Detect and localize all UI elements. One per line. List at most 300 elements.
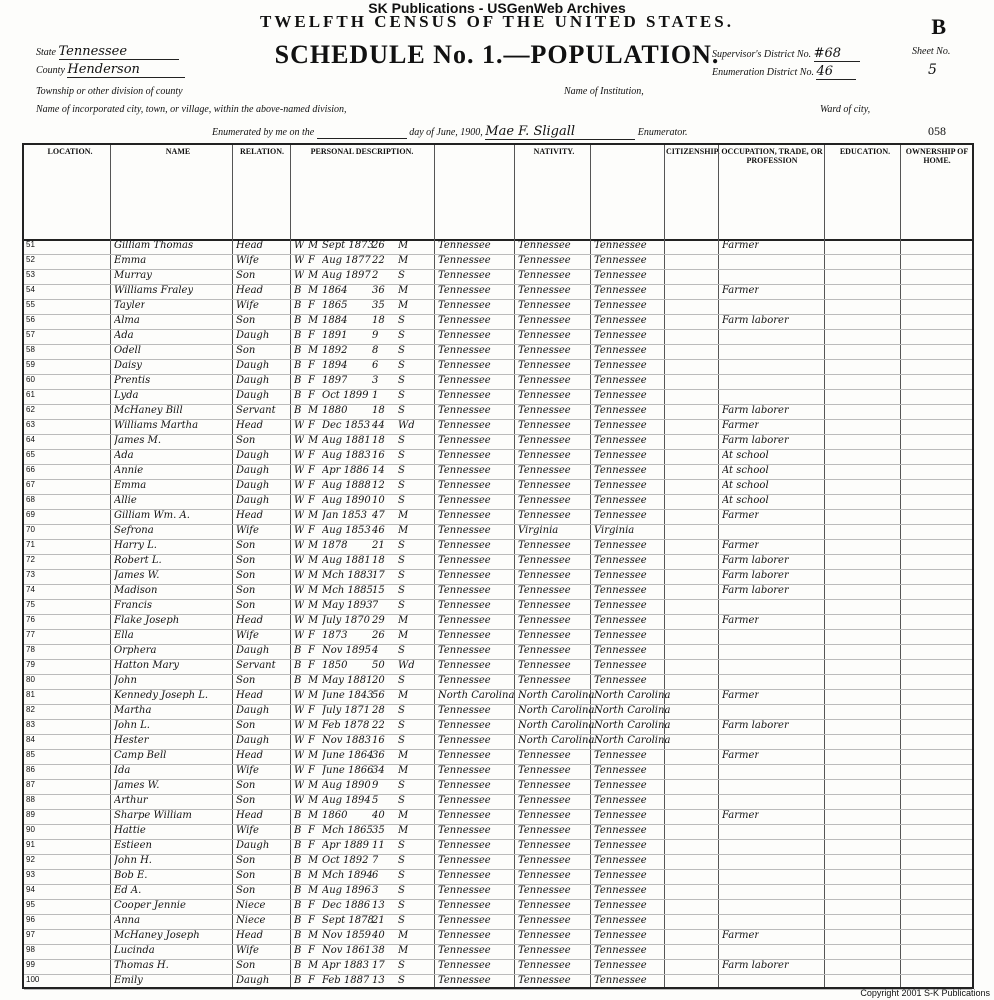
line-number: 79 — [26, 660, 35, 669]
relation: Daugh — [236, 840, 270, 851]
line-number: 51 — [26, 240, 35, 249]
birth-date: Aug 1853 — [322, 525, 371, 536]
birthplace: Tennessee — [438, 465, 491, 476]
birth-date: Aug 1881 — [322, 435, 371, 446]
enumerator-label: Enumerator. — [637, 127, 688, 138]
table-row — [24, 359, 972, 375]
birthplace: Tennessee — [438, 960, 491, 971]
birthplace: Tennessee — [438, 345, 491, 356]
birthplace: Tennessee — [438, 600, 491, 611]
table-row — [24, 269, 972, 285]
mother-birthplace: Tennessee — [594, 810, 647, 821]
color: B — [294, 915, 302, 926]
person-name: John L. — [114, 720, 150, 731]
person-name: Cooper Jennie — [114, 900, 186, 911]
line-number: 83 — [26, 720, 35, 729]
sex: F — [308, 465, 315, 476]
birthplace: Tennessee — [438, 630, 491, 641]
birth-date: Nov 1883 — [322, 735, 372, 746]
father-birthplace: North Carolina — [518, 690, 595, 701]
line-number: 93 — [26, 870, 35, 879]
color: W — [294, 435, 305, 446]
color: B — [294, 825, 302, 836]
color: W — [294, 480, 305, 491]
sex: M — [308, 600, 319, 611]
marital-status: S — [398, 855, 405, 866]
occupation: At school — [722, 495, 769, 506]
color: W — [294, 270, 305, 281]
sex: F — [308, 900, 315, 911]
marital-status: M — [398, 240, 409, 251]
birthplace: Tennessee — [438, 315, 491, 326]
father-birthplace: Tennessee — [518, 915, 571, 926]
marital-status: S — [398, 435, 405, 446]
mother-birthplace: Tennessee — [594, 900, 647, 911]
color: W — [294, 765, 305, 776]
sex: M — [308, 930, 319, 941]
person-name: Lucinda — [114, 945, 155, 956]
sex: F — [308, 765, 315, 776]
color: W — [294, 600, 305, 611]
color: W — [294, 555, 305, 566]
state-value: Tennessee — [59, 44, 179, 60]
birthplace: Tennessee — [438, 870, 491, 881]
age: 22 — [372, 255, 385, 266]
line-number: 65 — [26, 450, 35, 459]
mother-birthplace: Tennessee — [594, 675, 647, 686]
line-number: 71 — [26, 540, 35, 549]
birthplace: Tennessee — [438, 360, 491, 371]
person-name: Ida — [114, 765, 131, 776]
age: 35 — [372, 825, 385, 836]
line-number: 69 — [26, 510, 35, 519]
birthplace: Tennessee — [438, 390, 491, 401]
father-birthplace: North Carolina — [518, 735, 595, 746]
marital-status: S — [398, 780, 405, 791]
birth-date: Aug 1883 — [322, 450, 371, 461]
relation: Wife — [236, 825, 259, 836]
birthplace: Tennessee — [438, 750, 491, 761]
birthplace: Tennessee — [438, 615, 491, 626]
table-row — [24, 254, 972, 270]
relation: Son — [236, 960, 256, 971]
occupation: Farm laborer — [722, 570, 789, 581]
table-row — [24, 644, 972, 660]
color: W — [294, 465, 305, 476]
line-number: 90 — [26, 825, 35, 834]
supervisor-value: #68 — [814, 46, 860, 62]
birth-date: Aug 1881 — [322, 555, 371, 566]
birth-date: 1864 — [322, 285, 348, 296]
group-education: EDUCATION. — [839, 147, 891, 156]
sex: M — [308, 615, 319, 626]
birthplace: Tennessee — [438, 765, 491, 776]
birth-date: May 1893 — [322, 600, 373, 611]
line-number: 98 — [26, 945, 35, 954]
person-name: Allie — [114, 495, 137, 506]
mother-birthplace: Tennessee — [594, 465, 647, 476]
mother-birthplace: Tennessee — [594, 345, 647, 356]
birth-date: Mch 1883 — [322, 570, 373, 581]
relation: Daugh — [236, 480, 270, 491]
father-birthplace: Tennessee — [518, 810, 571, 821]
father-birthplace: Tennessee — [518, 570, 571, 581]
sex: M — [308, 315, 319, 326]
line-number: 74 — [26, 585, 35, 594]
relation: Daugh — [236, 645, 270, 656]
birthplace: Tennessee — [438, 675, 491, 686]
mother-birthplace: Tennessee — [594, 660, 647, 671]
birth-date: 1894 — [322, 360, 348, 371]
mother-birthplace: Tennessee — [594, 975, 647, 986]
person-name: Martha — [114, 705, 152, 716]
sex: F — [308, 495, 315, 506]
person-name: Daisy — [114, 360, 142, 371]
sex: F — [308, 840, 315, 851]
relation: Wife — [236, 945, 259, 956]
age: 7 — [372, 600, 379, 611]
occupation: At school — [722, 480, 769, 491]
marital-status: M — [398, 525, 409, 536]
father-birthplace: Tennessee — [518, 900, 571, 911]
mother-birthplace: Tennessee — [594, 510, 647, 521]
sex: M — [308, 540, 319, 551]
sex: F — [308, 630, 315, 641]
person-name: Anna — [114, 915, 141, 926]
relation: Son — [236, 315, 256, 326]
person-name: Odell — [114, 345, 141, 356]
birth-date: Feb 1878 — [322, 720, 370, 731]
person-name: John — [114, 675, 137, 686]
line-number: 54 — [26, 285, 35, 294]
relation: Wife — [236, 630, 259, 641]
marital-status: M — [398, 825, 409, 836]
birthplace: Tennessee — [438, 885, 491, 896]
birthplace: North Carolina — [438, 690, 515, 701]
mother-birthplace: North Carolina — [594, 720, 671, 731]
line-number: 84 — [26, 735, 35, 744]
relation: Son — [236, 675, 256, 686]
father-birthplace: Tennessee — [518, 765, 571, 776]
father-birthplace: Tennessee — [518, 945, 571, 956]
relation: Niece — [236, 915, 266, 926]
birth-date: Apr 1883 — [322, 960, 370, 971]
group-name: NAME — [165, 147, 191, 156]
mother-birthplace: Tennessee — [594, 570, 647, 581]
sex: M — [308, 750, 319, 761]
mother-birthplace: Tennessee — [594, 585, 647, 596]
supervisor-label: Supervisor's District No. — [712, 49, 812, 60]
age: 38 — [372, 945, 385, 956]
birth-date: May 1881 — [322, 675, 373, 686]
enumerated-label: Enumerated by me on the — [212, 127, 315, 138]
sex: M — [308, 855, 319, 866]
marital-status: S — [398, 390, 405, 401]
father-birthplace: Tennessee — [518, 780, 571, 791]
birth-date: June 1843 — [322, 690, 374, 701]
relation: Daugh — [236, 705, 270, 716]
mother-birthplace: Tennessee — [594, 840, 647, 851]
line-number: 96 — [26, 915, 35, 924]
color: W — [294, 690, 305, 701]
marital-status: Wd — [398, 420, 415, 431]
sex: F — [308, 360, 315, 371]
person-name: Ella — [114, 630, 134, 641]
relation: Servant — [236, 405, 276, 416]
line-number: 82 — [26, 705, 35, 714]
occupation: Farmer — [722, 240, 760, 251]
sex: F — [308, 735, 315, 746]
color: B — [294, 810, 302, 821]
mother-birthplace: Tennessee — [594, 750, 647, 761]
birth-date: Apr 1889 — [322, 840, 370, 851]
mother-birthplace: Tennessee — [594, 930, 647, 941]
father-birthplace: Tennessee — [518, 510, 571, 521]
person-name: Robert L. — [114, 555, 162, 566]
state-label: State — [36, 47, 56, 58]
mother-birthplace: Tennessee — [594, 285, 647, 296]
birth-date: Aug 1888 — [322, 480, 371, 491]
age: 6 — [372, 870, 379, 881]
group-personal: PERSONAL DESCRIPTION. — [310, 147, 414, 156]
mother-birthplace: Tennessee — [594, 360, 647, 371]
person-name: Camp Bell — [114, 750, 167, 761]
age: 13 — [372, 975, 385, 986]
father-birthplace: Tennessee — [518, 795, 571, 806]
relation: Head — [236, 750, 264, 761]
marital-status: M — [398, 810, 409, 821]
person-name: Ada — [114, 330, 134, 341]
father-birthplace: Virginia — [518, 525, 559, 536]
age: 28 — [372, 705, 385, 716]
birthplace: Tennessee — [438, 285, 491, 296]
color: B — [294, 345, 302, 356]
marital-status: S — [398, 795, 405, 806]
birth-date: Aug 1890 — [322, 495, 371, 506]
age: 40 — [372, 810, 385, 821]
age: 18 — [372, 435, 385, 446]
father-birthplace: Tennessee — [518, 390, 571, 401]
birth-date: Dec 1853 — [322, 420, 371, 431]
person-name: Madison — [114, 585, 158, 596]
color: W — [294, 495, 305, 506]
line-number: 95 — [26, 900, 35, 909]
relation: Servant — [236, 660, 276, 671]
relation: Head — [236, 510, 264, 521]
birthplace: Tennessee — [438, 930, 491, 941]
marital-status: S — [398, 405, 405, 416]
table-row — [24, 944, 972, 960]
sex: F — [308, 300, 315, 311]
age: 36 — [372, 285, 385, 296]
group-location: LOCATION. — [47, 147, 93, 156]
age: 40 — [372, 930, 385, 941]
sex: M — [308, 510, 319, 521]
birth-date: Nov 1861 — [322, 945, 372, 956]
father-birthplace: Tennessee — [518, 360, 571, 371]
birth-date: Feb 1887 — [322, 975, 370, 986]
archive-banner: SK Publications - USGenWeb Archives — [368, 0, 626, 16]
birthplace: Tennessee — [438, 585, 491, 596]
group-citizenship: CITIZENSHIP. — [666, 147, 720, 156]
city-label: Name of incorporated city, town, or village, within the above-named division, — [36, 104, 347, 115]
table-row — [24, 719, 972, 735]
occupation: Farmer — [722, 690, 760, 701]
occupation: At school — [722, 450, 769, 461]
relation: Daugh — [236, 495, 270, 506]
person-name: Hattie — [114, 825, 146, 836]
person-name: Ed A. — [114, 885, 142, 896]
marital-status: S — [398, 645, 405, 656]
person-name: Gilliam Thomas — [114, 240, 194, 251]
table-row — [24, 494, 972, 510]
sex: M — [308, 345, 319, 356]
father-birthplace: Tennessee — [518, 495, 571, 506]
age: 35 — [372, 300, 385, 311]
ward-label: Ward of city, — [820, 104, 871, 115]
person-name: Bob E. — [114, 870, 148, 881]
relation: Son — [236, 555, 256, 566]
father-birthplace: Tennessee — [518, 855, 571, 866]
person-name: Orphera — [114, 645, 157, 656]
line-number: 56 — [26, 315, 35, 324]
birth-date: Aug 1890 — [322, 780, 371, 791]
mother-birthplace: Tennessee — [594, 540, 647, 551]
color: B — [294, 900, 302, 911]
birthplace: Tennessee — [438, 645, 491, 656]
birthplace: Tennessee — [438, 495, 491, 506]
line-number: 59 — [26, 360, 35, 369]
relation: Daugh — [236, 390, 270, 401]
color: W — [294, 510, 305, 521]
table-row — [24, 554, 972, 570]
table-row — [24, 689, 972, 705]
sheet-letter: B — [931, 14, 946, 39]
line-number: 53 — [26, 270, 35, 279]
color: B — [294, 390, 302, 401]
enumeration-value: 46 — [816, 64, 856, 80]
table-row — [24, 809, 972, 825]
mother-birthplace: Tennessee — [594, 240, 647, 251]
father-birthplace: Tennessee — [518, 450, 571, 461]
birthplace: Tennessee — [438, 840, 491, 851]
birthplace: Tennessee — [438, 375, 491, 386]
birth-date: July 1870 — [322, 615, 370, 626]
birth-date: 1873 — [322, 630, 348, 641]
sex: F — [308, 915, 315, 926]
birth-date: 1897 — [322, 375, 348, 386]
relation: Head — [236, 930, 264, 941]
marital-status: S — [398, 375, 405, 386]
sex: F — [308, 660, 315, 671]
person-name: Williams Martha — [114, 420, 199, 431]
group-ownership: OWNERSHIP OF HOME. — [905, 147, 969, 165]
father-birthplace: Tennessee — [518, 300, 571, 311]
sex: M — [308, 885, 319, 896]
age: 26 — [372, 630, 385, 641]
table-row — [24, 914, 972, 930]
line-number: 72 — [26, 555, 35, 564]
father-birthplace: Tennessee — [518, 825, 571, 836]
county-field — [36, 62, 185, 78]
color: B — [294, 885, 302, 896]
marital-status: M — [398, 255, 409, 266]
marital-status: S — [398, 330, 405, 341]
sex: M — [308, 795, 319, 806]
age: 11 — [372, 840, 385, 851]
mother-birthplace: Tennessee — [594, 855, 647, 866]
table-row — [24, 344, 972, 360]
occupation: Farmer — [722, 930, 760, 941]
marital-status: S — [398, 900, 405, 911]
institution-label: Name of Institution, — [564, 86, 644, 97]
color: W — [294, 540, 305, 551]
mother-birthplace: Tennessee — [594, 765, 647, 776]
mother-birthplace: Tennessee — [594, 615, 647, 626]
table-row — [24, 284, 972, 300]
age: 50 — [372, 660, 385, 671]
relation: Daugh — [236, 465, 270, 476]
relation: Head — [236, 690, 264, 701]
father-birthplace: Tennessee — [518, 975, 571, 986]
birthplace: Tennessee — [438, 825, 491, 836]
color: B — [294, 300, 302, 311]
birthplace: Tennessee — [438, 945, 491, 956]
county-label: County — [36, 65, 65, 76]
relation: Head — [236, 240, 264, 251]
table-row — [24, 599, 972, 615]
age: 9 — [372, 330, 379, 341]
age: 56 — [372, 690, 385, 701]
father-birthplace: Tennessee — [518, 885, 571, 896]
color: B — [294, 960, 302, 971]
marital-status: S — [398, 540, 405, 551]
table-row — [24, 449, 972, 465]
person-name: Harry L. — [114, 540, 157, 551]
father-birthplace: Tennessee — [518, 330, 571, 341]
mother-birthplace: Tennessee — [594, 825, 647, 836]
line-number: 91 — [26, 840, 35, 849]
table-row — [24, 584, 972, 600]
color: W — [294, 255, 305, 266]
birth-date: Aug 1894 — [322, 795, 371, 806]
color: W — [294, 750, 305, 761]
relation: Daugh — [236, 330, 270, 341]
color: W — [294, 450, 305, 461]
mother-birthplace: Tennessee — [594, 270, 647, 281]
table-row — [24, 869, 972, 885]
birthplace: Tennessee — [438, 780, 491, 791]
occupation: Farmer — [722, 540, 760, 551]
birth-date: 1884 — [322, 315, 348, 326]
birth-date: 1891 — [322, 330, 348, 341]
relation: Head — [236, 285, 264, 296]
person-name: Ada — [114, 450, 134, 461]
birthplace: Tennessee — [438, 795, 491, 806]
relation: Head — [236, 615, 264, 626]
mother-birthplace: North Carolina — [594, 690, 671, 701]
mother-birthplace: Tennessee — [594, 375, 647, 386]
father-birthplace: Tennessee — [518, 960, 571, 971]
table-row — [24, 884, 972, 900]
occupation: Farm laborer — [722, 720, 789, 731]
line-number: 81 — [26, 690, 35, 699]
birth-date: Nov 1895 — [322, 645, 372, 656]
township-label: Township or other division of county — [36, 86, 183, 97]
table-row — [24, 509, 972, 525]
birthplace: Tennessee — [438, 480, 491, 491]
marital-status: S — [398, 570, 405, 581]
